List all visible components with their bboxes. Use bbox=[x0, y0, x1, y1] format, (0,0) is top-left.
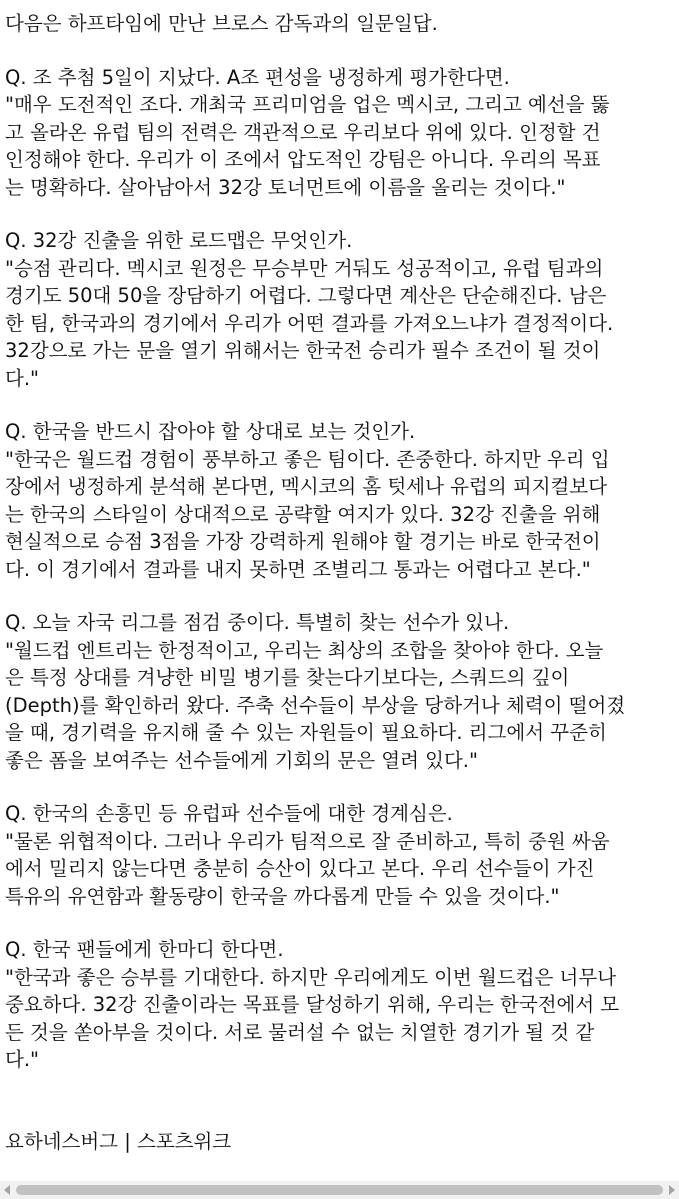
answer-line: "한국은 월드컵 경험이 풍부하고 좋은 팀이다. 존중한다. 하지만 우리 입 bbox=[5, 447, 610, 471]
answer-line: 인정해야 한다. 우리가 이 조에서 압도적인 강팀은 아니다. 우리의 목표 bbox=[5, 148, 601, 171]
byline: 요하네스버그 | 스포츠위크 bbox=[5, 1129, 232, 1153]
answer-line: 다." bbox=[5, 366, 40, 390]
answer-line: 장에서 냉정하게 분석해 본다면, 멕시코의 홈 텃세나 유럽의 피지컬보다 bbox=[5, 475, 608, 498]
qa-block-3 bbox=[5, 418, 679, 583]
question: Q. 한국 팬들에게 한마디 한다면. bbox=[5, 938, 284, 961]
answer-line: 고 올라온 유럽 팀의 전력은 객관적으로 우리보다 위에 있다. 인정할 건 bbox=[5, 120, 601, 144]
answer-line: 다. 이 경기에서 결과를 내지 못하면 조별리그 통과는 어렵다고 본다." bbox=[5, 557, 591, 581]
article-body bbox=[5, 10, 679, 1155]
qa-block-2 bbox=[5, 227, 679, 392]
intro-text: 다음은 하프타임에 만난 브로스 감독과의 일문일답. bbox=[5, 12, 438, 35]
qa-block-4 bbox=[5, 609, 679, 774]
qa-block-5 bbox=[5, 800, 679, 910]
answer-line: 에서 밀리지 않는다면 충분히 승산이 있다고 본다. 우리 선수들이 가진 bbox=[5, 857, 595, 880]
horizontal-scrollbar[interactable] bbox=[0, 1181, 679, 1199]
qa-block-1 bbox=[5, 64, 679, 202]
question: Q. 32강 진출을 위한 로드맵은 무엇인가. bbox=[5, 229, 353, 252]
answer-line: "승점 관리다. 멕시코 원정은 무승부만 거둬도 성공적이고, 유럽 팀과의 bbox=[5, 256, 604, 280]
question: Q. 오늘 자국 리그를 점검 중이다. 특별히 찾는 선수가 있나. bbox=[5, 611, 510, 634]
answer-line: (Depth)를 확인하러 왔다. 주축 선수들이 부상을 당하거나 체력이 떨어졌 bbox=[5, 693, 626, 717]
answer-line: 을 때, 경기력을 유지해 줄 수 있는 자원들이 필요하다. 리그에서 꾸준히 bbox=[5, 721, 607, 744]
question: Q. 한국의 손흥민 등 유럽파 선수들에 대한 경계심은. bbox=[5, 802, 453, 825]
qa-block-6 bbox=[5, 936, 679, 1074]
answer-line: 는 한국의 스타일이 상대적으로 공략할 여지가 있다. 32강 진출을 위해 bbox=[5, 502, 601, 526]
answer-line: "월드컵 엔트리는 한정적이고, 우리는 최상의 조합을 찾아야 한다. 오늘 bbox=[5, 638, 604, 662]
answer-line: 현실적으로 승점 3점을 가장 강력하게 원해야 할 경기는 바로 한국전이 bbox=[5, 530, 601, 553]
answer-line: 는 명확하다. 살아남아서 32강 토너먼트에 이름을 올리는 것이다." bbox=[5, 175, 566, 199]
answer-line: 32강으로 가는 문을 열기 위해서는 한국전 승리가 필수 조건이 될 것이 bbox=[5, 339, 601, 362]
scrollbar-thumb[interactable] bbox=[16, 1185, 663, 1195]
answer-line: 경기도 50대 50을 장담하기 어렵다. 그렇다면 계산은 단순해진다. 남은 bbox=[5, 284, 607, 307]
answer-line: 든 것을 쏟아부을 것이다. 서로 물러설 수 없는 치열한 경기가 될 것 같 bbox=[5, 1020, 595, 1044]
scroll-left-arrow-icon[interactable] bbox=[4, 1185, 10, 1195]
answer-line: 중요하다. 32강 진출이라는 목표를 달성하기 위해, 우리는 한국전에서 모 bbox=[5, 993, 620, 1016]
answer-line: "물론 위협적이다. 그러나 우리가 팀적으로 잘 준비하고, 특히 중원 싸움 bbox=[5, 829, 610, 853]
answer-line: 다." bbox=[5, 1048, 40, 1071]
question: Q. 한국을 반드시 잡아야 할 상대로 보는 것인가. bbox=[5, 420, 416, 443]
answer-line: 좋은 폼을 보여주는 선수들에게 기회의 문은 열려 있다." bbox=[5, 748, 478, 772]
answer-line: 한 팀, 한국과의 경기에서 우리가 어떤 결과를 가져오느냐가 결정적이다. bbox=[5, 311, 614, 335]
question: Q. 조 추첨 5일이 지났다. A조 편성을 냉정하게 평가한다면. bbox=[5, 65, 510, 89]
answer-line: 은 특정 상대를 겨냥한 비밀 병기를 찾는다기보다는, 스쿼드의 깊이 bbox=[5, 666, 570, 689]
answer-line: "매우 도전적인 조다. 개최국 프리미엄을 업은 멕시코, 그리고 예선을 뚫 bbox=[5, 93, 610, 116]
scroll-right-arrow-icon[interactable] bbox=[669, 1185, 675, 1195]
answer-line: 특유의 유연함과 활동량이 한국을 까다롭게 만들 수 있을 것이다." bbox=[5, 884, 560, 908]
answer-line: "한국과 좋은 승부를 기대한다. 하지만 우리에게도 이번 월드컵은 너무나 bbox=[5, 965, 617, 989]
